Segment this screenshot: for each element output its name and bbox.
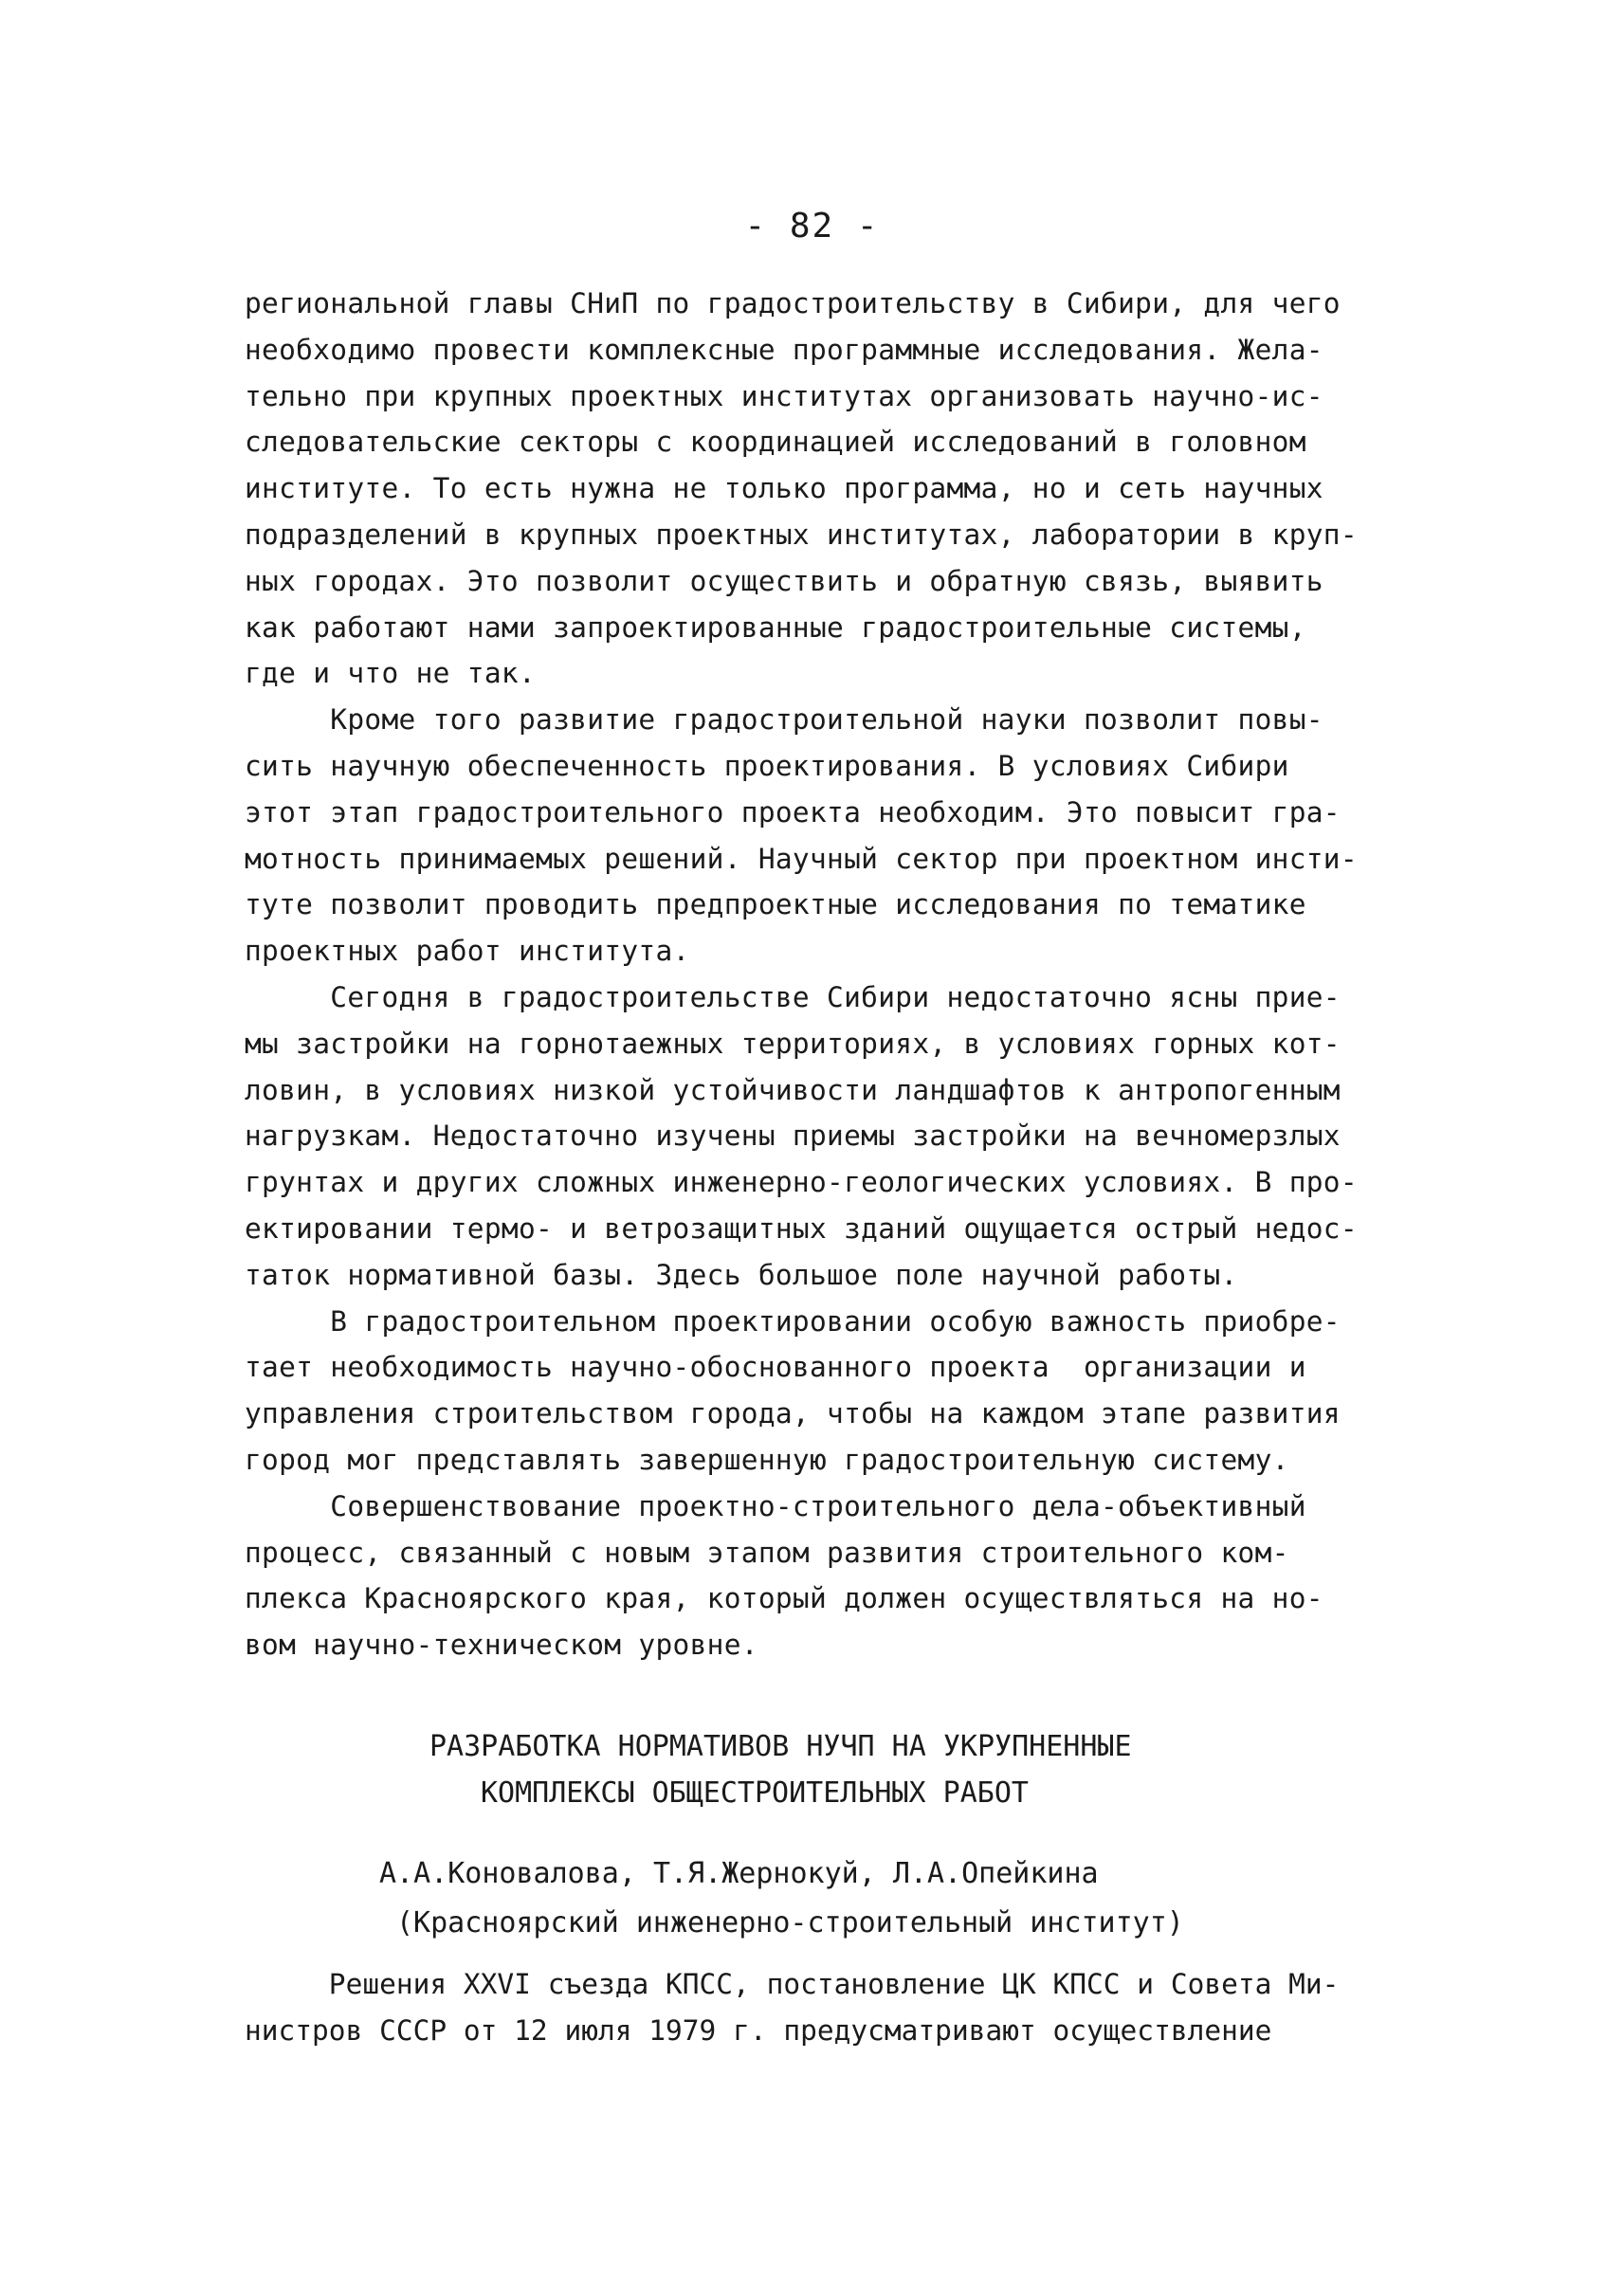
- text-line: этот этап градостроительного проекта необходим. Это повысит гра-: [245, 795, 1341, 829]
- text-line: процесс, связанный с новым этапом развития строительного ком-: [245, 1536, 1289, 1569]
- text-line: В градостроительном проектировании особую важность приобре-: [245, 1304, 1341, 1338]
- text-line: тает необходимость научно-обоснованного проекта организации и: [245, 1351, 1306, 1384]
- text-line: подразделений в крупных проектных институтах, лаборатории в круп-: [245, 518, 1358, 551]
- text-line: нагрузкам. Недостаточно изучены приемы застройки на вечномерзлых: [245, 1120, 1341, 1153]
- article-intro: [245, 1959, 1420, 2052]
- text-line: следовательские секторы с координацией исследований в головном: [245, 426, 1306, 459]
- article-intro-line: нистров СССР от 12 июля 1979 г. предусматривают осуществление: [245, 2013, 1272, 2047]
- text-line: где и что не так.: [245, 657, 537, 690]
- text-line: проектных работ института.: [245, 935, 690, 968]
- text-line: Совершенствование проектно-строительного дела-объективный: [245, 1489, 1306, 1522]
- page-number: - 82 -: [744, 207, 880, 246]
- text-line: Сегодня в градостроительстве Сибири недостаточно ясны прие-: [245, 980, 1341, 1013]
- text-line: управления строительством города, чтобы на каждом этапе развития: [245, 1397, 1341, 1430]
- text-line: грунтах и других сложных инженерно-геологических условиях. В про-: [245, 1166, 1358, 1199]
- text-line: плекса Красноярского края, который должен осуществляться на но-: [245, 1582, 1323, 1615]
- body-paragraph: [245, 1299, 1420, 1484]
- text-line: ловин, в условиях низкой устойчивости ландшафтов к антропогенным: [245, 1073, 1341, 1106]
- article-authors: А.А.Коновалова, Т.Я.Жернокуй, Л.А.Опейкина: [379, 1857, 1099, 1890]
- body-paragraph: [245, 1484, 1420, 1668]
- text-line: мы застройки на горнотаежных территориях, в условиях горных кот-: [245, 1027, 1341, 1060]
- text-line: тельно при крупных проектных институтах организовать научно-ис-: [245, 379, 1323, 412]
- body-paragraph: [245, 281, 1420, 697]
- article-byline: [0, 1849, 1624, 1948]
- text-line: Кроме того развитие градостроительной науки позволит повы-: [245, 703, 1323, 737]
- article-title-line-2: КОМПЛЕКСЫ ОБЩЕСТРОИТЕЛЬНЫХ РАБОТ: [481, 1776, 1029, 1810]
- article-title: [0, 1723, 1624, 1816]
- text-line: вом научно-техническом уровне.: [245, 1629, 758, 1662]
- text-line: таток нормативной базы. Здесь большое поле научной работы.: [245, 1258, 1238, 1291]
- text-line: как работают нами запроектированные градостроительные системы,: [245, 610, 1306, 644]
- text-line: туте позволит проводить предпроектные исследования по тематике: [245, 888, 1306, 921]
- text-line: мотность принимаемых решений. Научный сектор при проектном инсти-: [245, 842, 1358, 875]
- body-text: [245, 281, 1420, 1668]
- text-line: институте. То есть нужна не только программа, но и сеть научных: [245, 472, 1323, 505]
- article-intro-line: Решения XXVI съезда КПСС, постановление ЦК КПСС и Совета Ми-: [245, 1968, 1340, 2000]
- text-line: ных городах. Это позволит осуществить и обратную связь, выявить: [245, 564, 1323, 597]
- article-title-line-1: РАЗРАБОТКА НОРМАТИВОВ НУЧП НА УКРУПНЕННЫЕ: [429, 1730, 1132, 1763]
- body-paragraph: [245, 974, 1420, 1299]
- text-line: региональной главы СНиП по градостроительству в Сибири, для чего: [245, 287, 1341, 319]
- text-line: сить научную обеспеченность проектирования. В условиях Сибири: [245, 749, 1289, 782]
- body-paragraph: [245, 697, 1420, 974]
- text-line: ектировании термо- и ветрозащитных зданий ощущается острый недос-: [245, 1211, 1358, 1245]
- text-line: необходимо провести комплексные программные исследования. Жела-: [245, 333, 1323, 366]
- article-affiliation: (Красноярский инженерно-строительный институт): [396, 1906, 1184, 1940]
- text-line: город мог представлять завершенную градостроительную систему.: [245, 1443, 1289, 1476]
